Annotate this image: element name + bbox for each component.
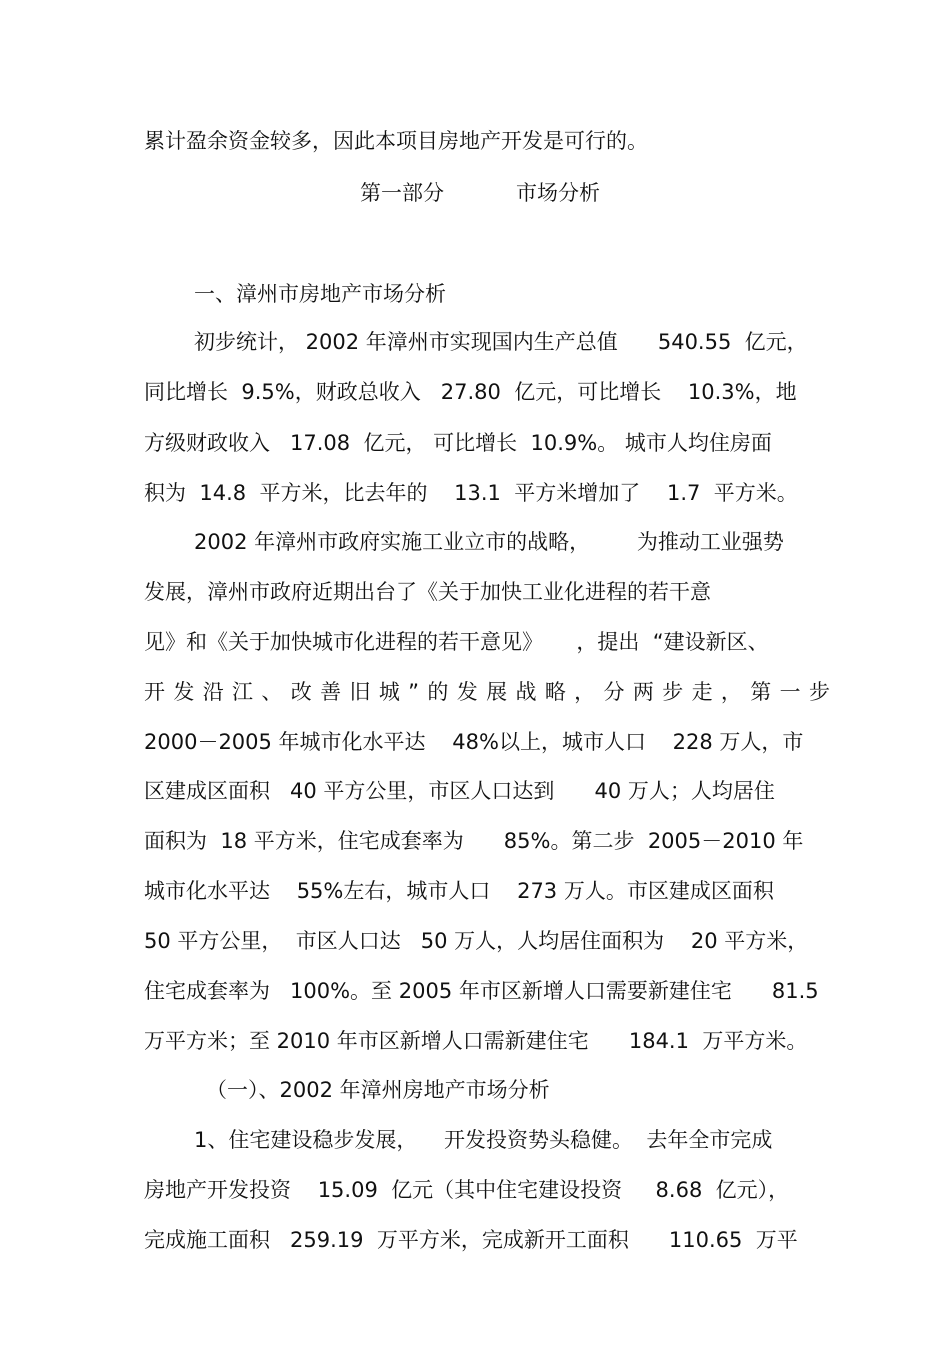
paragraph-line: 方级财政收入 17.08 亿元， 可比增长 10.9%。 城市人均住房面	[144, 431, 772, 455]
paragraph-line: 积为 14.8 平方米，比去年的 13.1 平方米增加了 1.7 平方米。	[144, 481, 798, 505]
paragraph-line: 万平方米；至 2010 年市区新增人口需新建住宅 184.1 万平方米。	[144, 1029, 808, 1053]
paragraph-line: 1、住宅建设稳步发展， 开发投资势头稳健。 去年全市完成	[194, 1128, 773, 1152]
subsection-heading: （一）、2002 年漳州房地产市场分析	[206, 1078, 550, 1102]
paragraph-line: 初步统计， 2002 年漳州市实现国内生产总值 540.55 亿元，	[194, 330, 808, 354]
paragraph-line: 2000－2005 年城市化水平达 48%以上，城市人口 228 万人，市	[144, 730, 804, 754]
paragraph-line: 住宅成套率为 100%。至 2005 年市区新增人口需要新建住宅 81.5	[144, 979, 819, 1003]
paragraph-line: 房地产开发投资 15.09 亿元（其中住宅建设投资 8.68 亿元），	[144, 1178, 790, 1202]
paragraph-line: 50 平方公里， 市区人口达 50 万人，人均居住面积为 20 平方米，	[144, 929, 809, 953]
part-heading: 第一部分	[360, 181, 444, 205]
paragraph-line: 区建成区面积 40 平方公里，市区人口达到 40 万人；人均居住	[144, 779, 775, 803]
paragraph-line: 发展，漳州市政府近期出台了《关于加快工业化进程的若干意	[144, 580, 711, 604]
paragraph-line: 面积为 18 平方米，住宅成套率为 85%。第二步 2005－2010 年	[144, 829, 804, 853]
paragraph-line: 同比增长 9.5%，财政总收入 27.80 亿元，可比增长 10.3%，地	[144, 380, 797, 404]
paragraph-line: 见》和《关于加快城市化进程的若干意见》 ，提出 “建设新区、	[144, 630, 769, 654]
part-title: 市场分析	[516, 181, 600, 205]
paragraph-line: 城市化水平达 55%左右，城市人口 273 万人。市区建成区面积	[144, 879, 774, 903]
section-heading: 一、漳州市房地产市场分析	[194, 282, 446, 306]
paragraph-line: 开发沿江、改善旧城”的发展战略，分两步走，第一步	[144, 680, 830, 704]
paragraph-line: 完成施工面积 259.19 万平方米，完成新开工面积 110.65 万平	[144, 1228, 798, 1252]
paragraph-line: 2002 年漳州市政府实施工业立市的战略， 为推动工业强势	[194, 530, 784, 554]
text-line: 累计盈余资金较多，因此本项目房地产开发是可行的。	[144, 129, 648, 153]
